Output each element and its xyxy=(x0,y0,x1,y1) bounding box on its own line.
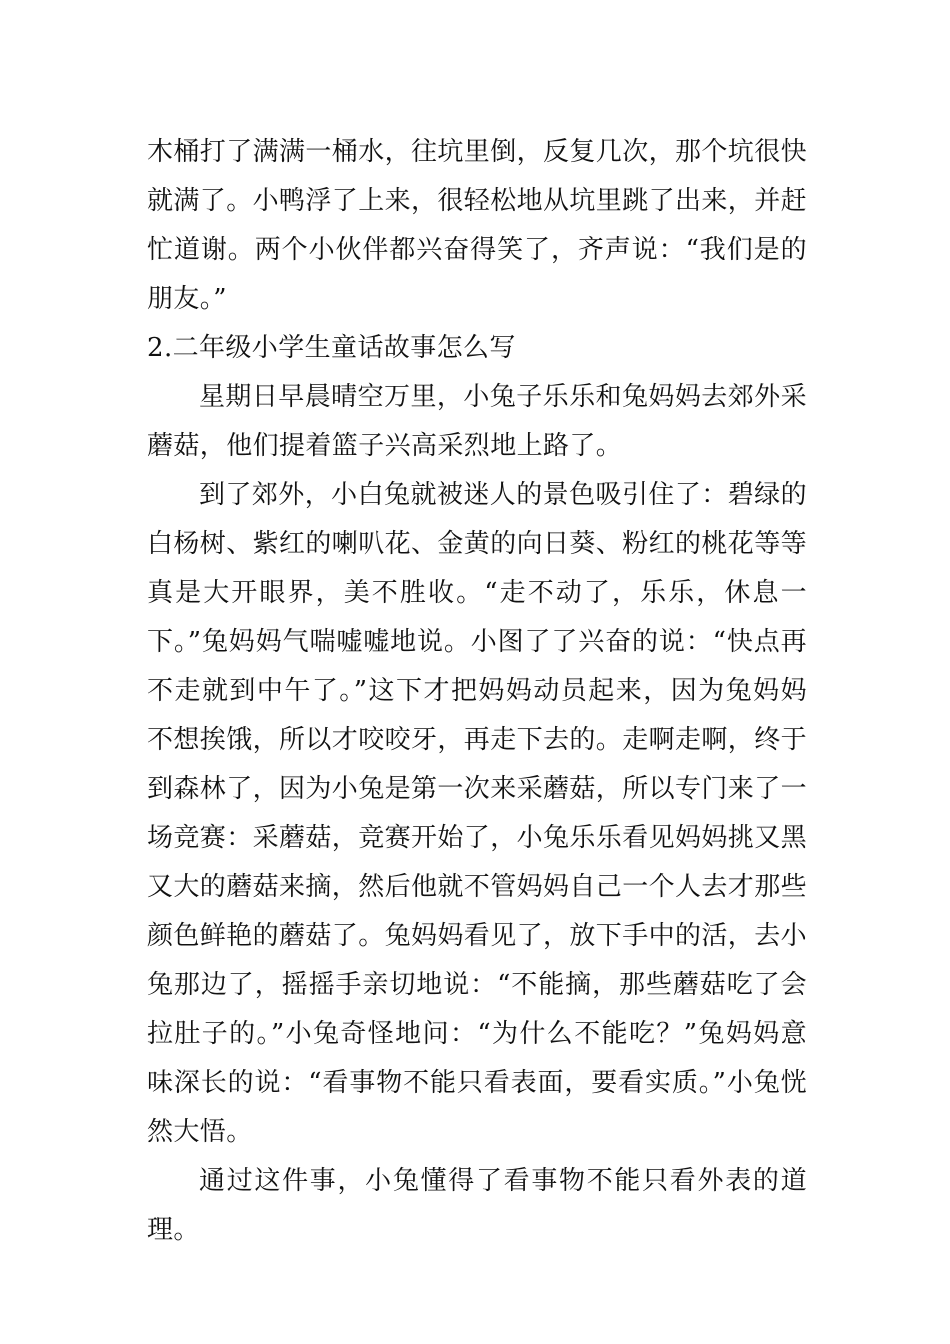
document-body xyxy=(147,128,807,1255)
continued-paragraph: 木桶打了满满一桶水，往坑里倒，反复几次，那个坑很快就满了。小鸭浮了上来，很轻松地从坑里跳了出来，并赶忙道谢。两个小伙伴都兴奋得笑了，齐声说：“我们是的朋友。” xyxy=(147,137,808,314)
section-heading: 2.二年级小学生童话故事怎么写 xyxy=(147,333,516,363)
story-paragraph-1: 星期日早晨晴空万里，小兔子乐乐和兔妈妈去郊外采蘑菇，他们提着篮子兴高采烈地上路了。 xyxy=(147,382,807,461)
story-paragraph-3: 通过这件事，小兔懂得了看事物不能只看外表的道理。 xyxy=(147,1166,807,1245)
story-paragraph-2: 到了郊外，小白兔就被迷人的景色吸引住了：碧绿的白杨树、紫红的喇叭花、金黄的向日葵、粉红的桃花等等真是大开眼界，美不胜收。“走不动了，乐乐，休息一下。”兔妈妈气喘嘘嘘地说。小图了了兴奋的说：“快点再不走就到中午了。”这下才把妈妈动员起来，因为兔妈妈不想挨饿，所以才咬咬牙，再走下去的。走啊走啊，终于到森林了，因为小兔是第一次来采蘑菇，所以专门来了一场竞赛：采蘑菇，竞赛开始了，小兔乐乐看见妈妈挑又黑又大的蘑菇来摘，然后他就不管妈妈自己一个人去才那些颜色鲜艳的蘑菇了。兔妈妈看见了，放下手中的活，去小兔那边了，摇摇手亲切地说：“不能摘，那些蘑菇吃了会拉肚子的。”小兔奇怪地问：“为什么不能吃？”兔妈妈意味深长的说：“看事物不能只看表面，要看实质。”小兔恍然大悟。 xyxy=(147,480,808,1147)
